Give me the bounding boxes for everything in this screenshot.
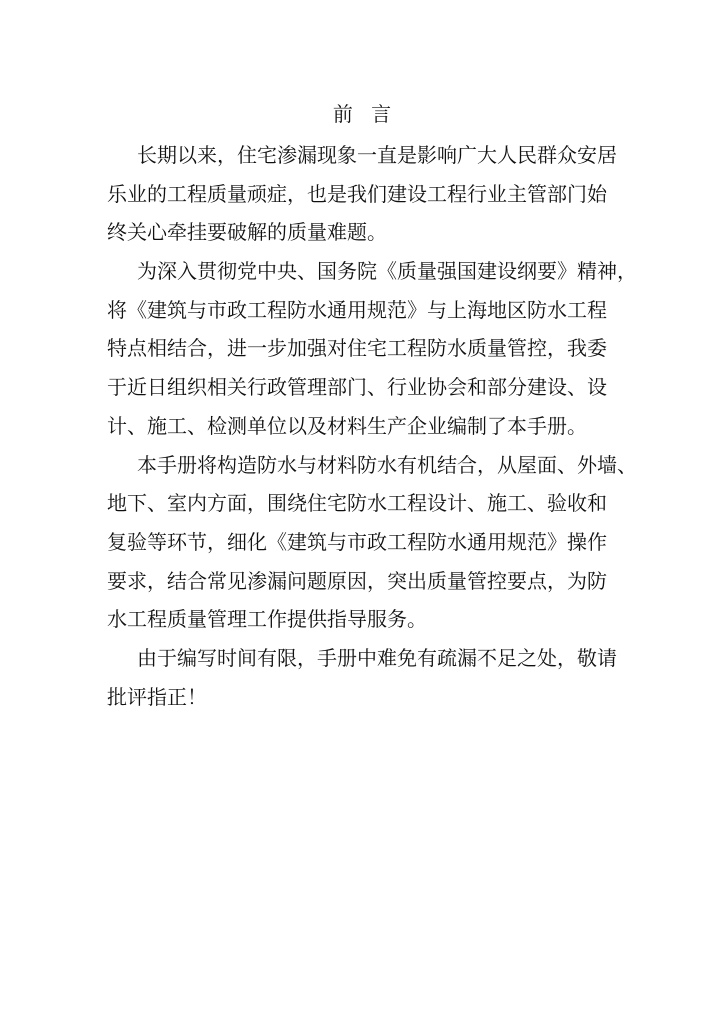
paragraph-3-line-5: 水工程质量管理工作提供指导服务。 xyxy=(107,607,427,632)
preface-body xyxy=(107,136,637,716)
paragraph-2-line-2: 将《建筑与市政工程防水通用规范》与上海地区防水工程 xyxy=(107,297,607,322)
paragraph-4-line-2: 批评指正！ xyxy=(107,684,207,709)
paragraph-1-line-1: 长期以来，住宅渗漏现象一直是影响广大人民群众安居 xyxy=(137,143,617,167)
paragraph-3-line-1: 本手册将构造防水与材料防水有机结合，从屋面、外墙、 xyxy=(137,452,637,477)
page-title: 前 言 xyxy=(332,102,398,126)
paragraph-3-line-2: 地下、室内方面，围绕住宅防水工程设计、施工、验收和 xyxy=(107,491,607,516)
paragraph-2-line-3: 特点相结合，进一步加强对住宅工程防水质量管控，我委 xyxy=(107,336,607,361)
paragraph-2-line-4: 于近日组织相关行政管理部门、行业协会和部分建设、设 xyxy=(107,375,607,400)
paragraph-3-line-4: 要求，结合常见渗漏问题原因，突出质量管控要点，为防 xyxy=(107,568,607,593)
paragraph-2-line-5: 计、施工、检测单位以及材料生产企业编制了本手册。 xyxy=(107,413,587,438)
paragraph-3-line-3: 复验等环节，细化《建筑与市政工程防水通用规范》操作 xyxy=(107,529,607,554)
paragraph-1-line-3: 终关心牵挂要破解的质量难题。 xyxy=(107,220,387,245)
paragraph-2-line-1: 为深入贯彻党中央、国务院《质量强国建设纲要》精神， xyxy=(137,259,637,284)
paragraph-1-line-2: 乐业的工程质量顽症，也是我们建设工程行业主管部门始 xyxy=(107,181,607,206)
paragraph-4-line-1: 由于编写时间有限，手册中难免有疏漏不足之处，敬请 xyxy=(137,645,617,670)
